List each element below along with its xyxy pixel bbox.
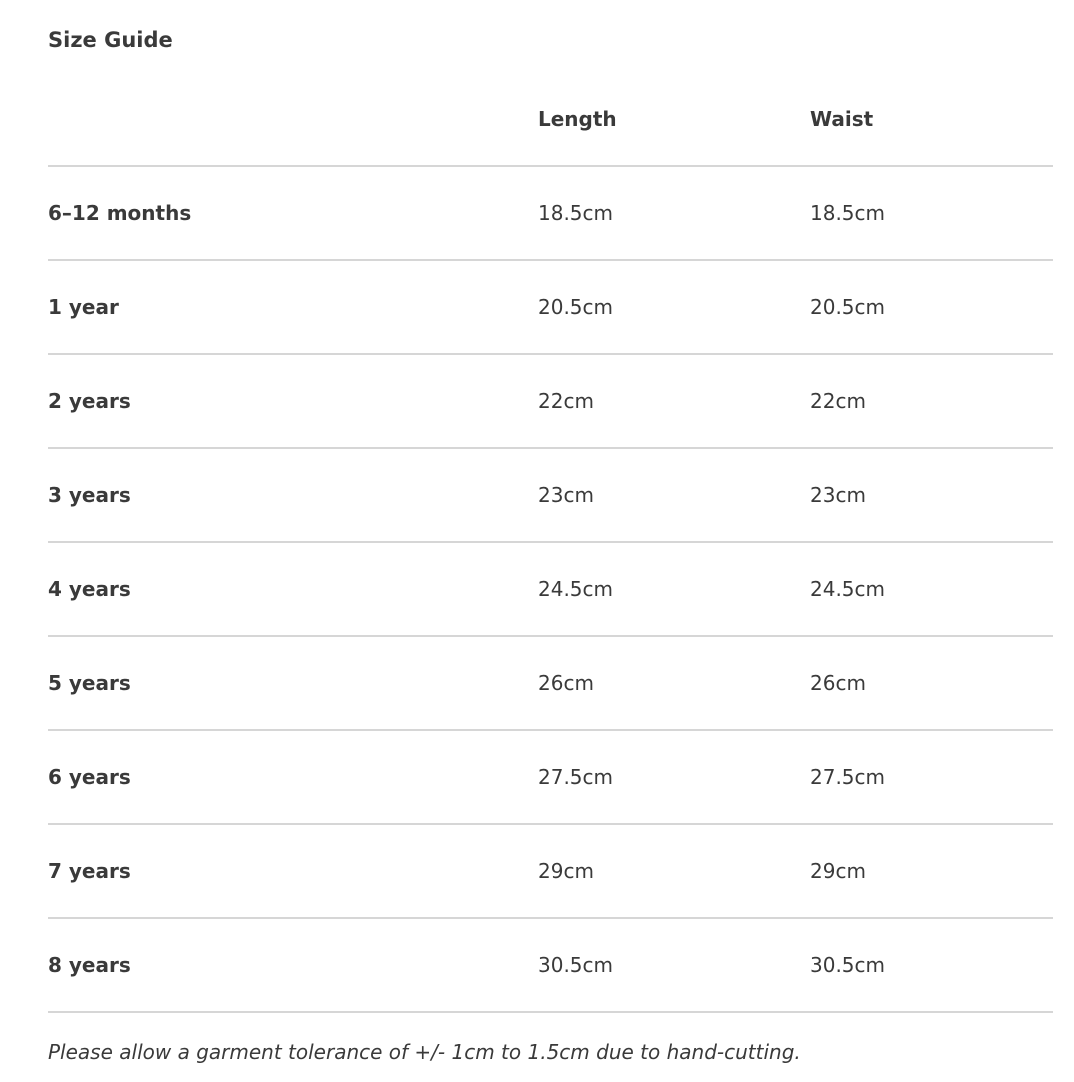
header-waist: Waist <box>810 107 874 131</box>
length-cell: 20.5cm <box>538 295 614 319</box>
page-title: Size Guide <box>48 28 173 52</box>
size-cell: 2 years <box>48 389 131 413</box>
waist-cell: 26cm <box>810 671 866 695</box>
table-row <box>48 261 1053 355</box>
tolerance-note: Please allow a garment tolerance of +/- 1cm to 1.5cm due to hand-cutting. <box>48 1040 801 1064</box>
table-row <box>48 637 1053 731</box>
waist-cell: 30.5cm <box>810 953 886 977</box>
waist-cell: 20.5cm <box>810 295 886 319</box>
table-row <box>48 449 1053 543</box>
size-cell: 3 years <box>48 483 131 507</box>
size-cell: 5 years <box>48 671 131 695</box>
length-cell: 26cm <box>538 671 594 695</box>
waist-cell: 29cm <box>810 859 866 883</box>
table-row <box>48 731 1053 825</box>
size-cell: 6 years <box>48 765 131 789</box>
length-cell: 24.5cm <box>538 577 614 601</box>
table-row <box>48 167 1053 261</box>
size-cell: 7 years <box>48 859 131 883</box>
waist-cell: 22cm <box>810 389 866 413</box>
header-length: Length <box>538 107 617 131</box>
waist-cell: 27.5cm <box>810 765 886 789</box>
size-cell: 6–12 months <box>48 201 192 225</box>
length-cell: 27.5cm <box>538 765 614 789</box>
table-row <box>48 919 1053 1013</box>
table-header-row <box>48 72 1053 167</box>
table-row <box>48 543 1053 637</box>
size-cell: 8 years <box>48 953 131 977</box>
length-cell: 23cm <box>538 483 594 507</box>
size-table <box>48 72 1053 1013</box>
length-cell: 18.5cm <box>538 201 614 225</box>
length-cell: 29cm <box>538 859 594 883</box>
length-cell: 22cm <box>538 389 594 413</box>
length-cell: 30.5cm <box>538 953 614 977</box>
table-row <box>48 355 1053 449</box>
waist-cell: 24.5cm <box>810 577 886 601</box>
waist-cell: 23cm <box>810 483 866 507</box>
size-cell: 1 year <box>48 295 119 319</box>
waist-cell: 18.5cm <box>810 201 886 225</box>
table-row <box>48 825 1053 919</box>
size-cell: 4 years <box>48 577 131 601</box>
